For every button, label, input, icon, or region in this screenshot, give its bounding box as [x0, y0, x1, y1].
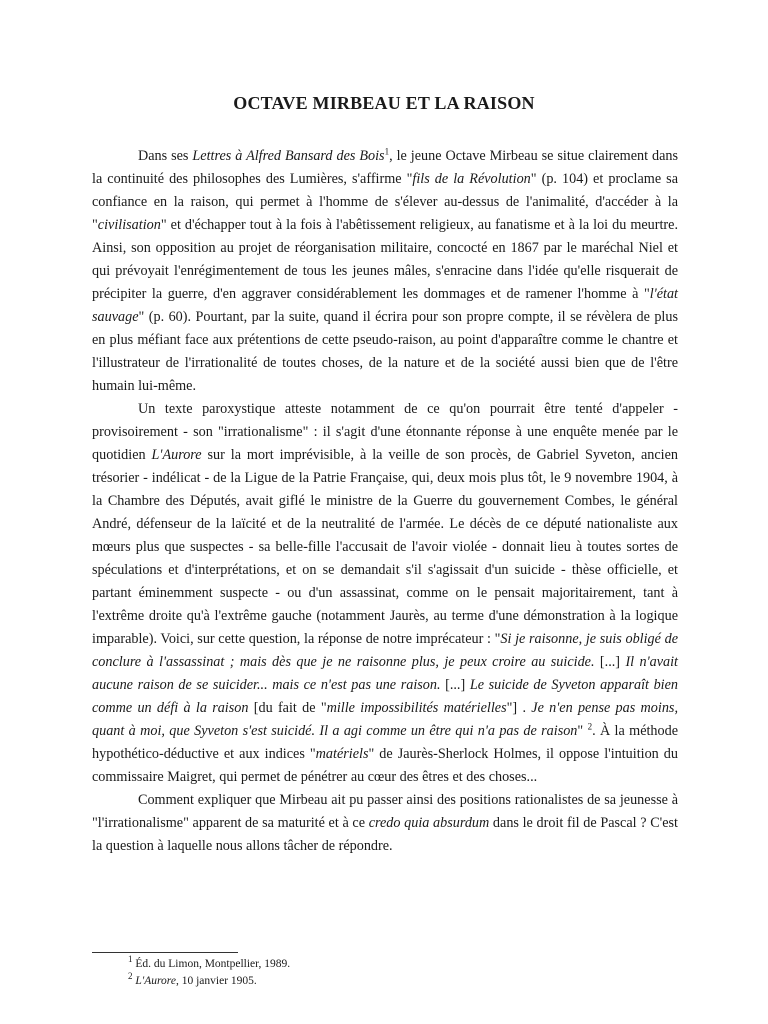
italic-text: matériels: [315, 746, 369, 762]
italic-text: L'Aurore: [151, 447, 202, 463]
text-run: " (p. 104) et proclame sa confiance en la raison, qui permet à l'homme de s'élever au-dessus de l'animalité, d'accéder à la ": [92, 171, 678, 233]
text-run: Dans ses: [138, 148, 193, 164]
paragraph: [92, 145, 678, 398]
footnote-ref: 1: [384, 146, 390, 157]
text-run: " de Jaurès-Sherlock Holmes, il oppose l'intuition du commissaire Maigret, qui permet de pénétrer au cœur des êtres et des choses...: [92, 746, 678, 785]
text-run: , le jeune Octave Mirbeau se situe clairement dans la continuité des philosophes des Lumières, s'affirme ": [92, 148, 678, 187]
paragraph: [92, 398, 678, 789]
text-run: Comment expliquer que Mirbeau ait pu passer ainsi des positions rationalistes de sa jeunesse à "l'irrationalisme" apparent de sa maturité et à ce: [92, 792, 678, 831]
paragraph: [92, 789, 678, 858]
italic-text: Je n'en pense pas moins, quant à moi, que Syveton s'est suicidé. Il a agi comme un être qui n'a pas de raison: [92, 700, 678, 739]
italic-text: civilisation: [97, 217, 161, 233]
text-run: dans le droit fil de Pascal ? C'est la question à laquelle nous allons tâcher de répondre.: [92, 815, 678, 854]
page-title: OCTAVE MIRBEAU ET LA RAISON: [233, 93, 535, 113]
footnotes: [128, 956, 290, 990]
footnote-ref: 1: [128, 954, 133, 965]
text-run: sur la mort imprévisible, à la veille de son procès, de Gabriel Syveton, ancien trésorier - indélicat - de la Ligue de la Patrie Française, qui, deux mois plus tôt, le 9 novembre 1904, à la Chambre des Députés, avait giflé le ministre de la Guerre du gouvernement Combes, le général André, défenseur de la laïcité et de la neutralité de l'armée. Le décès de ce député nationaliste aux mœurs plus que suspectes - sa belle-fille l'accusait de l'avoir violée - donnait lieu à toutes sortes de spéculations et d'interprétations, et on se demandait s'il s'agissait d'un suicide - thèse officielle, et partant éminemment suspecte - ou d'un assassinat, comme on le pensait majoritairement, tant à l'extrême droite qu'à l'extrême gauche (notamment Jaurès, au terme d'une démonstration à la logique imparable). Voici, sur cette question, la réponse de notre imprécateur : ": [92, 447, 678, 647]
italic-text: l'état sauvage: [92, 286, 678, 325]
text-run: [...]: [594, 654, 626, 670]
italic-text: mille impossibilités matérielles: [326, 700, 507, 716]
italic-text: credo quia absurdum: [368, 815, 490, 831]
footnote-ref: 2: [587, 721, 593, 732]
text-run: . À la méthode hypothético-déductive et aux indices ": [92, 723, 679, 762]
footnote: [128, 956, 290, 973]
italic-text: Lettres à Alfred Bansard des Bois: [192, 148, 385, 164]
footnote: [128, 973, 290, 990]
italic-text: Le suicide de Syveton apparaît bien comme un défi à la raison: [92, 677, 678, 716]
text-run: Éd. du Limon, Montpellier, 1989.: [132, 958, 291, 970]
text-run: "] .: [506, 700, 532, 716]
text-run: " (p. 60). Pourtant, par la suite, quand il écrira pour son propre compte, il se révèlera de plus en plus méfiant face aux prétentions de cette pseudo-raison, au point d'apparaître comme le chantre et l'illustrateur de l'irrationalité de toutes choses, de la nature et de la société aussi bien que de l'être humain lui-même.: [92, 309, 678, 394]
text-run: [du fait de ": [248, 700, 327, 716]
italic-text: Si je raisonne, je suis obligé de conclure à l'assassinat ; mais dès que je ne raisonne plus, je peux croire au suicide.: [92, 631, 678, 670]
italic-text: L'Aurore: [135, 975, 176, 987]
text-run: ": [577, 723, 588, 739]
body-text: [92, 145, 678, 858]
text-run: Un texte paroxystique atteste notamment de ce qu'on pourrait être tenté d'appeler - provisoirement - son "irrationalisme" : il s'agit d'une étonnante réponse à une enquête menée par le quotidien: [92, 401, 678, 463]
footnote-separator: [92, 952, 238, 953]
italic-text: fils de la Révolution: [412, 171, 531, 187]
footnote-ref: 2: [128, 971, 133, 982]
text-run: , 10 janvier 1905.: [175, 975, 257, 987]
text-run: " et d'échapper tout à la fois à l'abêtissement religieux, au fanatisme et à la loi du meurtre. Ainsi, son opposition au projet de réorganisation militaire, concocté en 1867 par le maréchal Niel et qui prévoyait l'enrégimentement de tous les jeunes mâles, s'enracine dans l'idée qu'elle risquerait de précipiter la guerre, d'en aggraver considérablement les dommages et de ramener l'homme à ": [92, 217, 678, 302]
italic-text: Il n'avait aucune raison de se suicider... mais ce n'est pas une raison.: [92, 654, 679, 693]
text-run: [...]: [440, 677, 470, 693]
